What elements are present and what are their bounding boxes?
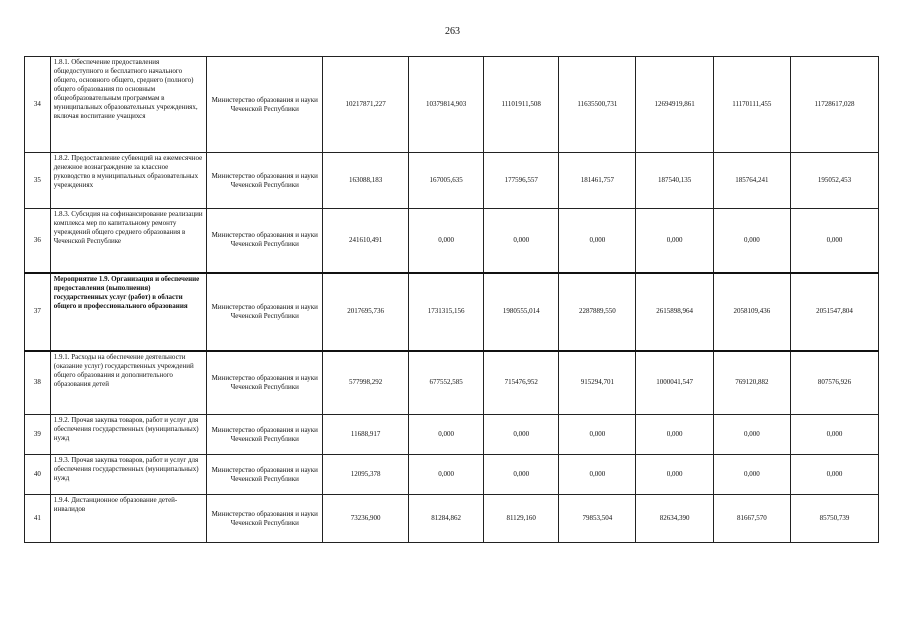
amount-cell: 0,000 [409, 415, 484, 455]
responsible-organization: Министерство образования и науки Чеченской Республики [207, 153, 323, 209]
amount-cell: 915294,701 [559, 351, 636, 415]
activity-description: 1.9.1. Расходы на обеспечение деятельности (оказание услуг) государственных учреждений общего образования и дополнительного образования детей [50, 351, 207, 415]
amount-cell: 81129,160 [484, 495, 559, 543]
table-row [25, 273, 879, 351]
page-number: 263 [445, 26, 460, 37]
amount-cell: 0,000 [790, 455, 878, 495]
budget-table [24, 56, 879, 543]
amount-cell: 11728617,028 [790, 57, 878, 153]
amount-cell: 185764,241 [713, 153, 790, 209]
row-number: 39 [25, 415, 51, 455]
amount-cell: 577998,292 [323, 351, 409, 415]
amount-cell: 2017695,736 [323, 273, 409, 351]
amount-cell: 187540,135 [636, 153, 713, 209]
amount-cell: 11635500,731 [559, 57, 636, 153]
table-row [25, 415, 879, 455]
amount-cell: 10217871,227 [323, 57, 409, 153]
activity-description: 1.8.3. Субсидия на софинансирование реализации комплекса мер по капитальному ремонту учреждений общего среднего образования в Чеченской Республике [50, 209, 207, 273]
activity-description: 1.8.1. Обеспечение предоставления общедоступного и бесплатного начального общего, основного общего, среднего (полного) общего образования по основным общеобразовательным программам в муниципальных образовательных учреждениях, включая воспитание учащихся [50, 57, 207, 153]
amount-cell: 0,000 [409, 209, 484, 273]
amount-cell: 73236,900 [323, 495, 409, 543]
amount-cell: 0,000 [713, 209, 790, 273]
activity-description: 1.9.3. Прочая закупка товаров, работ и услуг для обеспечения государственных (муниципальных) нужд [50, 455, 207, 495]
activity-description: 1.9.2. Прочая закупка товаров, работ и услуг для обеспечения государственных (муниципальных) нужд [50, 415, 207, 455]
activity-description: 1.9.4. Дистанционное образование детей-инвалидов [50, 495, 207, 543]
amount-cell: 2051547,804 [790, 273, 878, 351]
row-number: 40 [25, 455, 51, 495]
responsible-organization: Министерство образования и науки Чеченской Республики [207, 455, 323, 495]
amount-cell: 0,000 [713, 455, 790, 495]
row-number: 36 [25, 209, 51, 273]
table-body [25, 57, 879, 543]
amount-cell: 807576,926 [790, 351, 878, 415]
table-row [25, 351, 879, 415]
amount-cell: 2058109,436 [713, 273, 790, 351]
amount-cell: 0,000 [484, 415, 559, 455]
amount-cell: 11688,917 [323, 415, 409, 455]
responsible-organization: Министерство образования и науки Чеченской Республики [207, 273, 323, 351]
amount-cell: 10379814,903 [409, 57, 484, 153]
amount-cell: 85750,739 [790, 495, 878, 543]
amount-cell: 0,000 [559, 415, 636, 455]
amount-cell: 0,000 [713, 415, 790, 455]
table-row [25, 455, 879, 495]
responsible-organization: Министерство образования и науки Чеченской Республики [207, 495, 323, 543]
row-number: 37 [25, 273, 51, 351]
amount-cell: 181461,757 [559, 153, 636, 209]
responsible-organization: Министерство образования и науки Чеченской Республики [207, 415, 323, 455]
amount-cell: 12095,378 [323, 455, 409, 495]
amount-cell: 0,000 [790, 209, 878, 273]
amount-cell: 163088,183 [323, 153, 409, 209]
amount-cell: 0,000 [484, 455, 559, 495]
amount-cell: 2615898,964 [636, 273, 713, 351]
amount-cell: 0,000 [636, 209, 713, 273]
amount-cell: 0,000 [636, 455, 713, 495]
table-row [25, 209, 879, 273]
row-number: 35 [25, 153, 51, 209]
table-row [25, 153, 879, 209]
amount-cell: 12694919,861 [636, 57, 713, 153]
amount-cell: 1000041,547 [636, 351, 713, 415]
table-row [25, 57, 879, 153]
amount-cell: 0,000 [636, 415, 713, 455]
amount-cell: 241610,491 [323, 209, 409, 273]
amount-cell: 11170111,455 [713, 57, 790, 153]
row-number: 34 [25, 57, 51, 153]
amount-cell: 11101911,508 [484, 57, 559, 153]
amount-cell: 167005,635 [409, 153, 484, 209]
amount-cell: 1731315,156 [409, 273, 484, 351]
amount-cell: 0,000 [409, 455, 484, 495]
amount-cell: 0,000 [559, 209, 636, 273]
amount-cell: 715476,952 [484, 351, 559, 415]
amount-cell: 0,000 [559, 455, 636, 495]
amount-cell: 82634,390 [636, 495, 713, 543]
row-number: 38 [25, 351, 51, 415]
row-number: 41 [25, 495, 51, 543]
activity-description: Мероприятие 1.9. Организация и обеспечение предоставления (выполнения) государственных услуг (работ) в области общего и профессионального образования [50, 273, 207, 351]
amount-cell: 769120,882 [713, 351, 790, 415]
responsible-organization: Министерство образования и науки Чеченской Республики [207, 351, 323, 415]
responsible-organization: Министерство образования и науки Чеченской Республики [207, 209, 323, 273]
table-row [25, 495, 879, 543]
amount-cell: 0,000 [484, 209, 559, 273]
amount-cell: 81284,862 [409, 495, 484, 543]
amount-cell: 81667,570 [713, 495, 790, 543]
amount-cell: 177596,557 [484, 153, 559, 209]
amount-cell: 195052,453 [790, 153, 878, 209]
amount-cell: 0,000 [790, 415, 878, 455]
amount-cell: 1980555,014 [484, 273, 559, 351]
amount-cell: 677552,585 [409, 351, 484, 415]
amount-cell: 79853,504 [559, 495, 636, 543]
activity-description: 1.8.2. Предоставление субвенций на ежемесячное денежное вознаграждение за классное руководство в муниципальных образовательных учреждениях [50, 153, 207, 209]
responsible-organization: Министерство образования и науки Чеченской Республики [207, 57, 323, 153]
amount-cell: 2287889,550 [559, 273, 636, 351]
